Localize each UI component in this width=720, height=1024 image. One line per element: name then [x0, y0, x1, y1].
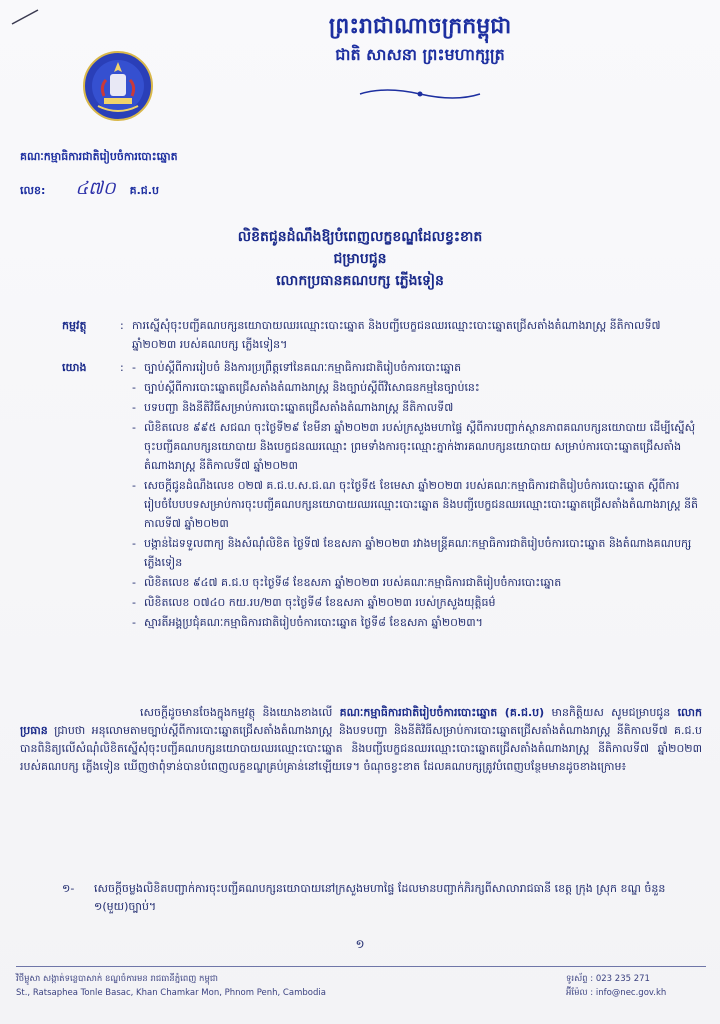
document-title [140, 226, 580, 292]
email-address: info@nec.gov.kh [595, 988, 667, 998]
reference-item: - លិខិតលេខ ៩៤៧ គ.ជ.ប ចុះថ្ងៃទី៨ ខែឧសភា ឆ្នាំ២០២៣ របស់គណៈកម្មាធិការជាតិរៀបចំការបោះឆ្នោត [132, 573, 702, 592]
ref-label: លេខ: [20, 184, 46, 197]
footer-contact [566, 972, 666, 1000]
kingdom-header [270, 12, 570, 68]
footer-address [16, 972, 326, 1000]
point-text: សេចក្តីចម្លងលិខិតបញ្ជាក់ការចុះបញ្ជីគណបក្សនយោបាយនៅក្រសួងមហាផ្ទៃ ដែលមានបញ្ជាក់ភិរក្សពីសាលារាជធានី ខេត្ត ក្រុង ស្រុក ខណ្ឌ ចំនួន ១(មួយ)ច្បាប់។ [94, 882, 666, 913]
body-org-name: គណៈកម្មាធិការជាតិរៀបចំការបោះឆ្នោត (គ.ជ.ប) [339, 706, 545, 719]
page-number: ១ [355, 937, 365, 951]
subject-text: ការស្នើសុំចុះបញ្ជីគណបក្សនយោបាយឈរឈ្មោះបោះឆ្នោត និងបញ្ជីបេក្ខជនឈរឈ្មោះបោះឆ្នោតជ្រើសតាំងតំណាងរាស្ត្រ នីតិកាលទី៧ ឆ្នាំ២០២៣ របស់គណបក្ស ភ្លើងទៀន។ [132, 319, 661, 351]
title-line-3: លោកប្រធានគណបក្ស ភ្លើងទៀន [276, 273, 444, 289]
reference-item: - លិខិតលេខ ០៧៤០ កយ.រប/២៣ ចុះថ្ងៃទី៨ ខែឧសភា ឆ្នាំ២០២៣ របស់ក្រសួងយុត្តិធម៌ [132, 593, 702, 612]
ref-number: ៤៧០ [75, 178, 116, 199]
references-row: យោង : - ច្បាប់ស្តីពីការរៀបចំ និងការប្រព្រឹត្តទៅនៃគណៈកម្មាធិការជាតិរៀបចំការបោះឆ្នោត - ច្បាប់ស្តីពីការបោះឆ្នោតជ្រើសតាំងតំណាងរាស្ត្រ និងច្បាប់ស្តីពីវិសោធនកម្មនៃច្បាប់នេះ - បទបញ្ជា និងនីតិវិធីសម្រាប់ការបោះឆ្នោតជ្រើសតាំងតំណាងរាស្ត្រ នីតិកាលទី៧ - លិខិតលេខ ៩៩៥ សជណ ចុះថ្ងៃទី២៩ ខែមីនា ឆ្នាំ២០២៣ របស់ក្រសួងមហាផ្ទៃ ស្តីពីការបញ្ជាក់ស្ថានភាពគណបក្សនយោបាយ ដើម្បីស្នើសុំចុះបញ្ជីគណបក្សនយោបាយ និងបេក្ខជនឈរឈ្មោះ ព្រមទាំងការចុះឈ្មោះភ្នាក់ងារគណបក្សនយោបាយ សម្រាប់ការបោះឆ្នោតជ្រើសតាំងតំណាងរាស្ត្រ នីតិកាលទី៧ ឆ្នាំ២០២៣ - សេចក្តីជូនដំណឹងលេខ ០២៧ គ.ជ.ប.ស.ជ.ណ ចុះថ្ងៃទី៥ ខែមេសា ឆ្នាំ២០២៣ របស់គណៈកម្មាធិការជាតិរៀបចំការបោះឆ្នោត ស្តីពីការរៀបចំបែបបទសម្រាប់ការចុះបញ្ជីគណបក្សនយោបាយឈរឈ្មោះបោះឆ្នោត និងបញ្ជីបេក្ខជនឈរឈ្មោះបោះឆ្នោតជ្រើសតាំងតំណាងរាស្ត្រ នីតិកាលទី៧ ឆ្នាំ២០២៣ - បង្កាន់ដៃទទួលពាក្យ និងសំណុំលិខិត ថ្ងៃទី៧ ខែឧសភា ឆ្នាំ២០២៣ រវាងមន្ត្រីគណៈកម្មាធិការជាតិរៀបចំការបោះឆ្នោត និងតំណាងគណបក្ស ភ្លើងទៀន - លិខិតលេខ ៩៤៧ គ.ជ.ប ចុះថ្ងៃទី៨ ខែឧសភា ឆ្នាំ២០២៣ របស់គណៈកម្មាធិការជាតិរៀបចំការបោះឆ្នោត - លិខិតលេខ ០៧៤០ កយ.រប/២៣ ចុះថ្ងៃទី៨ ខែឧសភា ឆ្នាំ២០២៣ របស់ក្រសួងយុត្តិធម៌ - ស្មារតីអង្គប្រជុំគណៈកម្មាធិការជាតិរៀបចំការបោះឆ្នោត ថ្ងៃទី៨ ខែឧសភា ឆ្នាំ២០២៣។ [62, 358, 702, 633]
deficiency-point-1 [62, 880, 702, 916]
reference-item: - ស្មារតីអង្គប្រជុំគណៈកម្មាធិការជាតិរៀបចំការបោះឆ្នោត ថ្ងៃទី៨ ខែឧសភា ឆ្នាំ២០២៣។ [132, 613, 702, 632]
references-label: យោង [62, 361, 87, 374]
ornament-divider [355, 86, 485, 102]
phone-label: ទូរស័ព្ទ : [566, 974, 594, 984]
email-label: អ៊ីម៉ែល : [566, 988, 594, 998]
references-list [132, 358, 702, 632]
phone-number: 023 235 271 [595, 974, 650, 984]
pen-stroke-mark [10, 8, 40, 26]
point-number: ១- [62, 882, 75, 895]
body-rest: ជ្រាបថា អនុលោមតាមច្បាប់ស្តីពីការបោះឆ្នោតជ្រើសតាំងតំណាងរាស្ត្រ និងបទបញ្ជា និងនីតិវិធីសម្រាប់ការបោះឆ្នោតជ្រើសតាំងតំណាងរាស្ត្រ នីតិកាលទី៧ គ.ជ.ប បានពិនិត្យលើសំណុំលិខិតស្នើសុំចុះបញ្ជីគណបក្សនយោបាយឈរឈ្មោះបោះឆ្នោត និងបញ្ជីបេក្ខជនឈរឈ្មោះបោះឆ្នោតជ្រើសតាំងតំណាងរាស្ត្រ នីតិកាលទី៧ ឆ្នាំ២០២៣ របស់គណបក្ស ភ្លើងទៀន ឃើញថាពុំទាន់បានបំពេញលក្ខខណ្ឌគ្រប់គ្រាន់នៅឡើយទេ។ ចំណុចខ្វះខាត ដែលគណបក្សត្រូវបំពេញបន្ថែមមានដូចខាងក្រោម៖ [20, 724, 702, 773]
reference-item: - លិខិតលេខ ៩៩៥ សជណ ចុះថ្ងៃទី២៩ ខែមីនា ឆ្នាំ២០២៣ របស់ក្រសួងមហាផ្ទៃ ស្តីពីការបញ្ជាក់ស្ថានភាពគណបក្សនយោបាយ ដើម្បីស្នើសុំចុះបញ្ជីគណបក្សនយោបាយ និងបេក្ខជនឈរឈ្មោះ ព្រមទាំងការចុះឈ្មោះភ្នាក់ងារគណបក្សនយោបាយ សម្រាប់ការបោះឆ្នោតជ្រើសតាំងតំណាងរាស្ត្រ នីតិកាលទី៧ ឆ្នាំ២០២៣ [132, 418, 702, 475]
reference-number-line [20, 176, 159, 203]
reference-item: - បទបញ្ជា និងនីតិវិធីសម្រាប់ការបោះឆ្នោតជ្រើសតាំងតំណាងរាស្ត្រ នីតិកាលទី៧ [132, 398, 702, 417]
subject-row: កម្មវត្ថុ : ការស្នើសុំចុះបញ្ជីគណបក្សនយោបាយឈរឈ្មោះបោះឆ្នោត និងបញ្ជីបេក្ខជនឈរឈ្មោះបោះឆ្នោតជ្រើសតាំងតំណាងរាស្ត្រ នីតិកាលទី៧ ឆ្នាំ២០២៣ របស់គណបក្ស ភ្លើងទៀន។ [62, 316, 702, 354]
national-motto: ជាតិ សាសនា ព្រះមហាក្សត្រ [335, 45, 505, 64]
title-line-2: ជម្រាបជូន [333, 251, 387, 267]
issuing-organization: គណៈកម្មាធិការជាតិរៀបចំការបោះឆ្នោត [20, 150, 178, 163]
footer-address-km: វិថីម្លូសា សង្កាត់ទន្លេបាសាក់ ខណ្ឌចំការមន រាជធានីភ្នំពេញ កម្ពុជា [16, 974, 218, 984]
reference-item: - ច្បាប់ស្តីពីការបោះឆ្នោតជ្រើសតាំងតំណាងរាស្ត្រ និងច្បាប់ស្តីពីវិសោធនកម្មនៃច្បាប់នេះ [132, 378, 702, 397]
body-addressee: លោកប្រធាន [20, 706, 703, 737]
kingdom-name: ព្រះរាជាណាចក្រកម្ពុជា [328, 14, 512, 39]
body-paragraph [20, 704, 702, 776]
footer-divider [16, 966, 706, 967]
title-line-1: លិខិតជូនដំណឹងឱ្យបំពេញលក្ខខណ្ឌដែលខ្វះខាត [237, 229, 483, 245]
reference-item: - ច្បាប់ស្តីពីការរៀបចំ និងការប្រព្រឹត្តទៅនៃគណៈកម្មាធិការជាតិរៀបចំការបោះឆ្នោត [132, 358, 702, 377]
footer-address-en: St., Ratsaphea Tonle Basac, Khan Chamkar Mon, Phnom Penh, Cambodia [16, 988, 326, 998]
nec-emblem-logo [82, 50, 154, 122]
subject-label: កម្មវត្ថុ [62, 319, 87, 332]
reference-item: - សេចក្តីជូនដំណឹងលេខ ០២៧ គ.ជ.ប.ស.ជ.ណ ចុះថ្ងៃទី៥ ខែមេសា ឆ្នាំ២០២៣ របស់គណៈកម្មាធិការជាតិរៀបចំការបោះឆ្នោត ស្តីពីការរៀបចំបែបបទសម្រាប់ការចុះបញ្ជីគណបក្សនយោបាយឈរឈ្មោះបោះឆ្នោត និងបញ្ជីបេក្ខជនឈរឈ្មោះបោះឆ្នោតជ្រើសតាំងតំណាងរាស្ត្រ នីតិកាលទី៧ ឆ្នាំ២០២៣ [132, 476, 702, 533]
body-lead: សេចក្តីដូចមានចែងក្នុងកម្មវត្ថុ និងយោងខាងលើ [140, 706, 333, 719]
ref-suffix: គ.ជ.ប [129, 184, 159, 197]
reference-item: - បង្កាន់ដៃទទួលពាក្យ និងសំណុំលិខិត ថ្ងៃទី៧ ខែឧសភា ឆ្នាំ២០២៣ រវាងមន្ត្រីគណៈកម្មាធិការជាតិរៀបចំការបោះឆ្នោត និងតំណាងគណបក្ស ភ្លើងទៀន [132, 534, 702, 572]
body-mid: មានកិត្តិយស សូមជម្រាបជូន [551, 706, 671, 719]
